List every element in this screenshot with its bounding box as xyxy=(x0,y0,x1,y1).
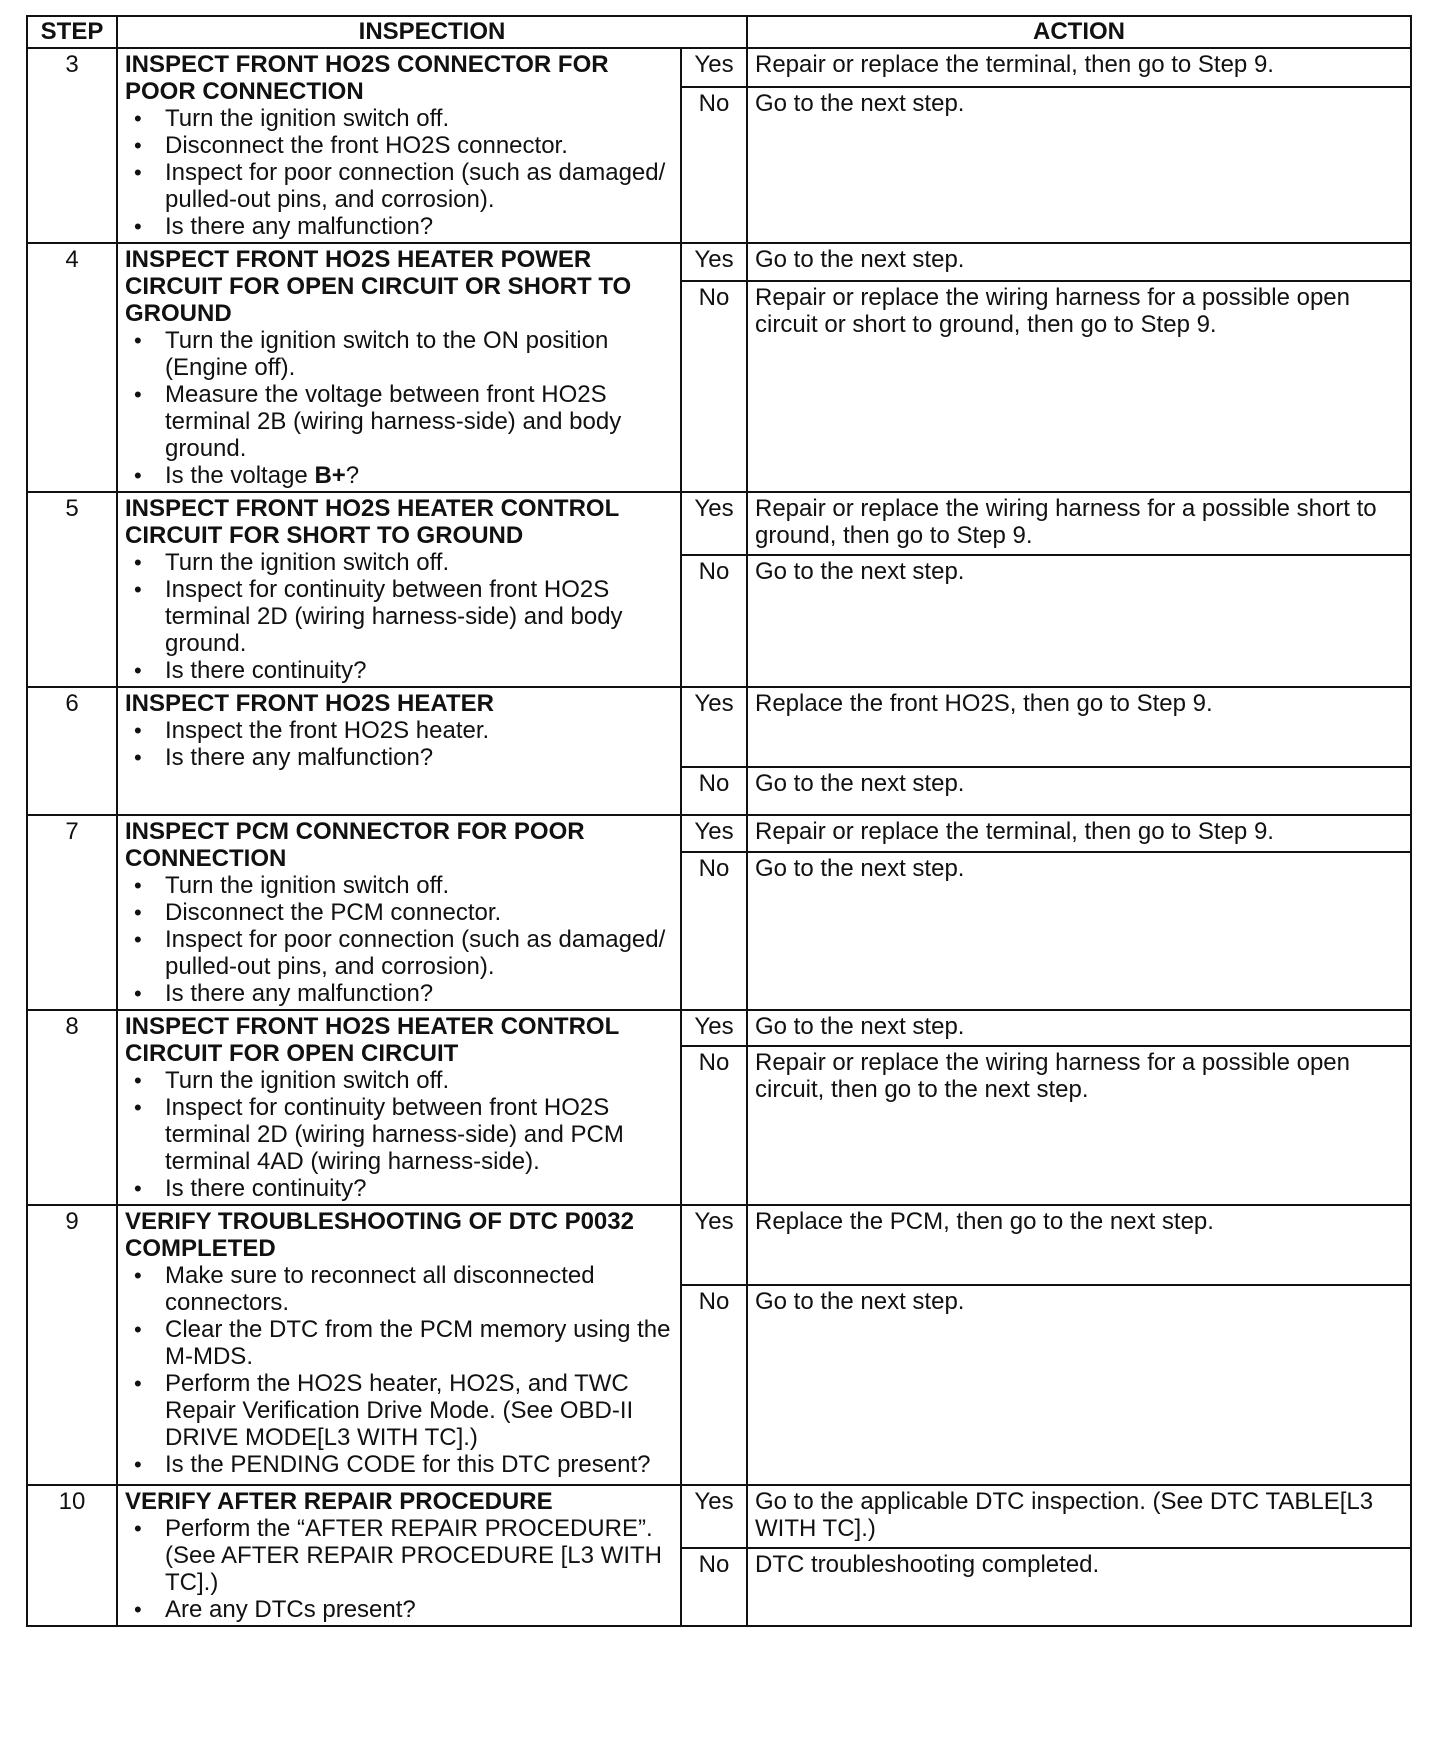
answer-no: No xyxy=(681,1046,747,1205)
answer-yes: Yes xyxy=(681,1485,747,1548)
action-yes: Repair or replace the terminal, then go to Step 9. xyxy=(747,48,1411,87)
inspection-bullets xyxy=(125,1515,673,1623)
answer-no: No xyxy=(681,1548,747,1626)
inspection-bullet: • Turn the ignition switch off. xyxy=(125,105,673,132)
inspection-title: INSPECT FRONT HO2S CONNECTOR FOR POOR CONNECTION xyxy=(125,51,609,105)
inspection-bullet: • Inspect for poor connection (such as damaged/ pulled-out pins, and corrosion). xyxy=(125,926,673,980)
inspection-cell xyxy=(117,48,681,243)
step-number: 9 xyxy=(27,1205,117,1485)
action-yes: Go to the applicable DTC inspection. (See DTC TABLE[L3 WITH TC].) xyxy=(747,1485,1411,1548)
answer-yes: Yes xyxy=(681,815,747,852)
table-row xyxy=(27,492,1411,555)
inspection-title: VERIFY AFTER REPAIR PROCEDURE xyxy=(125,1488,553,1515)
action-no: Go to the next step. xyxy=(747,87,1411,243)
action-yes: Replace the PCM, then go to the next step. xyxy=(747,1205,1411,1285)
inspection-bullet: • Are any DTCs present? xyxy=(125,1596,673,1623)
inspection-bullet: • Turn the ignition switch off. xyxy=(125,1067,673,1094)
table-row xyxy=(27,815,1411,852)
table-row xyxy=(27,1485,1411,1548)
inspection-bullet: • Disconnect the front HO2S connector. xyxy=(125,132,673,159)
inspection-bullet: • Is the PENDING CODE for this DTC present? xyxy=(125,1451,673,1478)
action-yes: Replace the front HO2S, then go to Step 9. xyxy=(747,687,1411,767)
inspection-bullets xyxy=(125,872,673,1007)
step-number: 8 xyxy=(27,1010,117,1205)
bullet-bold-text: B+ xyxy=(314,462,346,489)
table-row xyxy=(27,48,1411,87)
inspection-bullet: • Turn the ignition switch to the ON position (Engine off). xyxy=(125,327,673,381)
inspection-bullets xyxy=(125,717,673,771)
action-yes: Go to the next step. xyxy=(747,1010,1411,1046)
inspection-bullet: • Is there any malfunction? xyxy=(125,213,673,240)
action-yes: Go to the next step. xyxy=(747,243,1411,281)
inspection-bullet: • Inspect for continuity between front HO2S terminal 2D (wiring harness-side) and body ground. xyxy=(125,576,673,657)
inspection-bullet: • Inspect for continuity between front HO2S terminal 2D (wiring harness-side) and PCM terminal 4AD (wiring harness-side). xyxy=(125,1094,673,1175)
inspection-bullet: • Turn the ignition switch off. xyxy=(125,872,673,899)
action-no: Go to the next step. xyxy=(747,555,1411,687)
inspection-bullets xyxy=(125,327,673,489)
bullet-text: Is the voltage xyxy=(165,462,315,489)
inspection-title: INSPECT FRONT HO2S HEATER CONTROL CIRCUIT FOR SHORT TO GROUND xyxy=(125,495,619,549)
table-row xyxy=(27,1205,1411,1285)
inspection-cell xyxy=(117,1205,681,1485)
inspection-bullet: • Perform the HO2S heater, HO2S, and TWC Repair Verification Drive Mode. (See OBD-II DRIVE MODE[L3 WITH TC].) xyxy=(125,1370,673,1451)
step-number: 4 xyxy=(27,243,117,492)
header-row xyxy=(27,16,1411,48)
inspection-title: INSPECT FRONT HO2S HEATER POWER CIRCUIT FOR OPEN CIRCUIT OR SHORT TO GROUND xyxy=(125,246,632,327)
table-row xyxy=(27,687,1411,767)
action-no: Go to the next step. xyxy=(747,852,1411,1010)
inspection-title: INSPECT FRONT HO2S HEATER xyxy=(125,690,494,717)
troubleshooting-page xyxy=(26,15,1410,1627)
step-number: 6 xyxy=(27,687,117,815)
step-number: 10 xyxy=(27,1485,117,1626)
action-yes: Repair or replace the terminal, then go to Step 9. xyxy=(747,815,1411,852)
inspection-title: INSPECT PCM CONNECTOR FOR POOR CONNECTION xyxy=(125,818,585,872)
header-inspection: INSPECTION xyxy=(117,16,747,48)
inspection-title: VERIFY TROUBLESHOOTING OF DTC P0032 COMPLETED xyxy=(125,1208,634,1262)
inspection-cell xyxy=(117,243,681,492)
inspection-bullet: • Disconnect the PCM connector. xyxy=(125,899,673,926)
troubleshooting-table xyxy=(26,15,1412,1627)
inspection-bullet xyxy=(125,462,673,489)
inspection-bullets xyxy=(125,1262,673,1478)
action-no: DTC troubleshooting completed. xyxy=(747,1548,1411,1626)
inspection-cell xyxy=(117,492,681,687)
inspection-bullet: • Measure the voltage between front HO2S terminal 2B (wiring harness-side) and body ground. xyxy=(125,381,673,462)
answer-yes: Yes xyxy=(681,687,747,767)
answer-no: No xyxy=(681,767,747,815)
inspection-bullet: • Is there any malfunction? xyxy=(125,744,673,771)
step-number: 7 xyxy=(27,815,117,1010)
answer-no: No xyxy=(681,87,747,243)
inspection-bullets xyxy=(125,105,673,240)
action-no: Go to the next step. xyxy=(747,767,1411,815)
answer-yes: Yes xyxy=(681,48,747,87)
inspection-cell xyxy=(117,815,681,1010)
inspection-cell xyxy=(117,1010,681,1205)
inspection-bullet: • Clear the DTC from the PCM memory using the M-MDS. xyxy=(125,1316,673,1370)
answer-yes: Yes xyxy=(681,492,747,555)
answer-no: No xyxy=(681,852,747,1010)
action-no: Repair or replace the wiring harness for a possible open circuit or short to ground, then go to Step 9. xyxy=(747,281,1411,492)
inspection-bullet: • Perform the “AFTER REPAIR PROCEDURE”. (See AFTER REPAIR PROCEDURE [L3 WITH TC].) xyxy=(125,1515,673,1596)
answer-yes: Yes xyxy=(681,1010,747,1046)
inspection-bullet: • Inspect the front HO2S heater. xyxy=(125,717,673,744)
answer-yes: Yes xyxy=(681,1205,747,1285)
inspection-cell xyxy=(117,1485,681,1626)
inspection-bullets xyxy=(125,549,673,684)
answer-yes: Yes xyxy=(681,243,747,281)
action-no: Repair or replace the wiring harness for a possible open circuit, then go to the next step. xyxy=(747,1046,1411,1205)
action-yes: Repair or replace the wiring harness for a possible short to ground, then go to Step 9. xyxy=(747,492,1411,555)
inspection-bullet: • Is there any malfunction? xyxy=(125,980,673,1007)
inspection-bullet: • Turn the ignition switch off. xyxy=(125,549,673,576)
inspection-bullets xyxy=(125,1067,673,1202)
header-action: ACTION xyxy=(747,16,1411,48)
action-no: Go to the next step. xyxy=(747,1285,1411,1485)
header-step: STEP xyxy=(27,16,117,48)
inspection-bullet: • Is there continuity? xyxy=(125,1175,673,1202)
inspection-cell xyxy=(117,687,681,815)
table-row xyxy=(27,1010,1411,1046)
bullet-text: ? xyxy=(345,462,360,489)
answer-no: No xyxy=(681,1285,747,1485)
inspection-bullet: • Make sure to reconnect all disconnected connectors. xyxy=(125,1262,673,1316)
answer-no: No xyxy=(681,281,747,492)
answer-no: No xyxy=(681,555,747,687)
inspection-title: INSPECT FRONT HO2S HEATER CONTROL CIRCUIT FOR OPEN CIRCUIT xyxy=(125,1013,619,1067)
inspection-bullet: • Is there continuity? xyxy=(125,657,673,684)
inspection-bullet: • Inspect for poor connection (such as damaged/ pulled-out pins, and corrosion). xyxy=(125,159,673,213)
table-row xyxy=(27,243,1411,281)
step-number: 3 xyxy=(27,48,117,243)
step-number: 5 xyxy=(27,492,117,687)
